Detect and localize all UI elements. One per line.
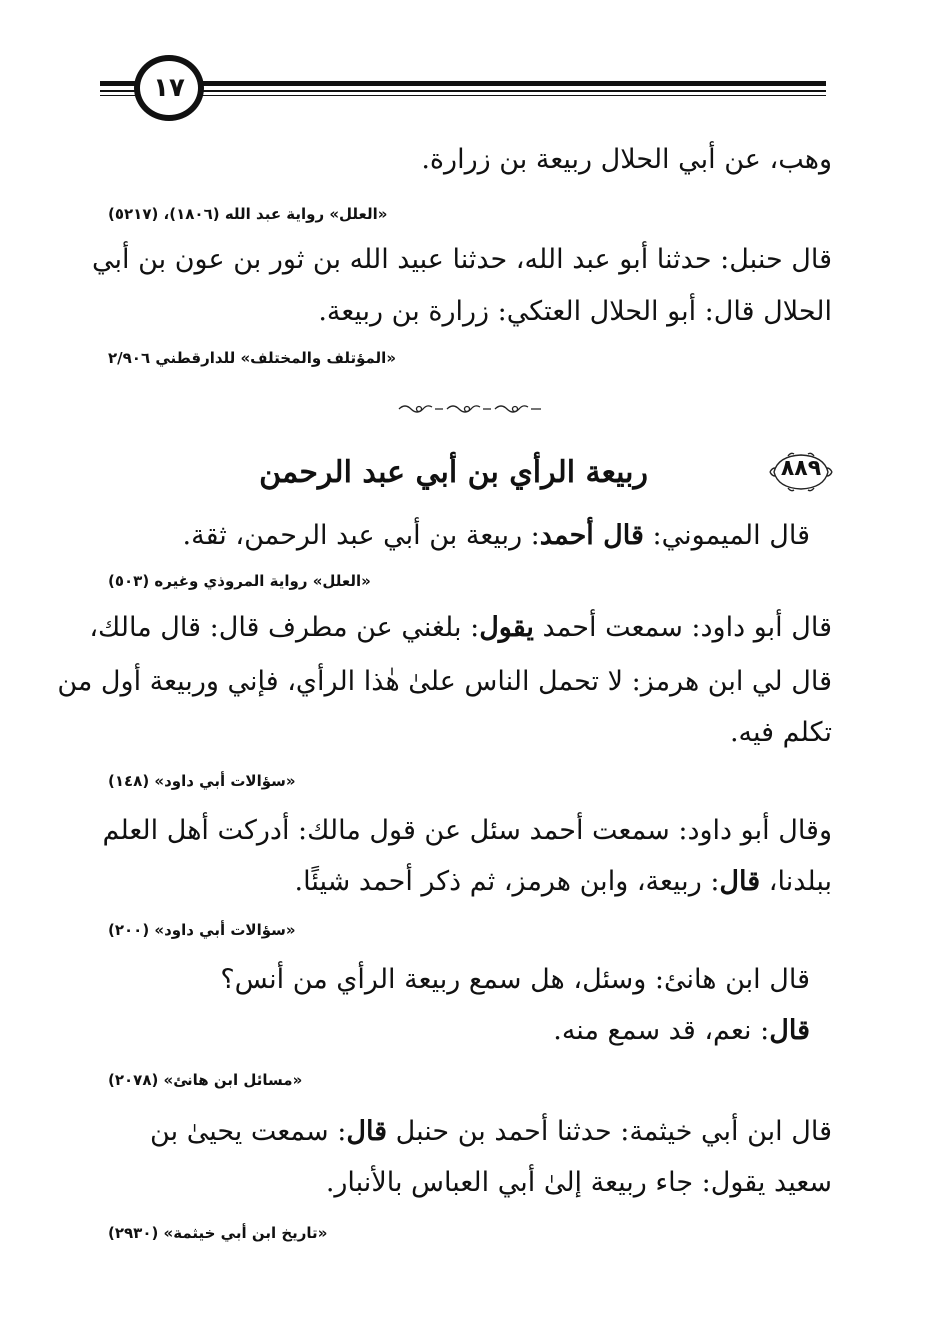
header-rule — [100, 81, 826, 86]
text-segment: ببلدنا، — [760, 866, 832, 897]
bold-text-segment: يقول — [479, 612, 534, 643]
source-citation: «سؤالات أبي داود» (١٤٨) — [108, 772, 296, 790]
text-line: قال ابن هانئ: وسئل، هل سمع ربيعة الرأي من أنس؟ — [220, 964, 810, 995]
entry-number: ٨٨٩ — [780, 456, 822, 481]
bold-text-segment: قال — [346, 1116, 388, 1147]
text-line: الحلال قال: أبو الحلال العتكي: زرارة بن ربيعة. — [318, 296, 832, 327]
bold-text-segment: قال — [719, 866, 761, 897]
text-segment: : ربيعة، وابن هرمز، ثم ذكر أحمد شيئًا. — [294, 866, 720, 897]
text-segment: قال الميموني: — [643, 520, 810, 551]
page-number: ١٧ — [153, 73, 185, 103]
text-line: قال لي ابن هرمز: لا تحمل الناس علىٰ هٰذا الرأي، فإني وربيعة أول من — [57, 666, 832, 697]
source-citation: «تاريخ ابن أبي خيثمة» (٢٩٣٠) — [108, 1224, 328, 1242]
header-rule — [100, 90, 826, 92]
text-line — [86, 516, 810, 556]
text-line — [86, 1011, 810, 1051]
text-line: تكلم فيه. — [729, 717, 832, 748]
text-line — [108, 862, 832, 902]
text-segment: : نعم، قد سمع منه. — [553, 1015, 770, 1046]
source-citation: «المؤتلف والمختلف» للدارقطني ٢/٩٠٦ — [108, 349, 397, 367]
text-line — [89, 608, 832, 648]
text-segment: : بلغني عن مطرف قال: قال مالك، — [89, 612, 480, 643]
page-number-badge — [134, 55, 204, 121]
bold-text-segment: قال — [769, 1015, 810, 1046]
text-segment: : ربيعة بن أبي عبد الرحمن، ثقة. — [182, 520, 540, 551]
bold-text-segment: قال أحمد — [539, 520, 644, 551]
text-line: قال حنبل: حدثنا أبو عبد الله، حدثنا عبيد الله بن ثور بن عون بن أبي — [91, 244, 832, 275]
source-citation: «العلل» رواية عبد الله (١٨٠٦)، (٥٢١٧) — [108, 205, 388, 223]
text-segment: : سمعت يحيىٰ بن — [150, 1116, 347, 1147]
source-citation: «سؤالات أبي داود» (٢٠٠) — [108, 921, 296, 939]
entry-title: ربيعة الرأي بن أبي عبد الرحمن — [259, 455, 648, 490]
source-citation: «مسائل ابن هانئ» (٢٠٧٨) — [108, 1071, 303, 1089]
text-line: وهب، عن أبي الحلال ربيعة بن زرارة. — [421, 144, 832, 175]
text-segment: قال ابن أبي خيثمة: حدثنا أحمد بن حنبل — [387, 1116, 832, 1147]
text-segment: قال أبو داود: سمعت أحمد — [533, 612, 832, 643]
source-citation: «العلل» رواية المروذي وغيره (٥٠٣) — [108, 572, 371, 590]
text-line — [108, 1112, 832, 1152]
ornament-divider-icon — [395, 402, 545, 416]
text-line: وقال أبو داود: سمعت أحمد سئل عن قول مالك: أدركت أهل العلم — [102, 815, 832, 846]
header-rule — [100, 95, 826, 96]
text-line: سعيد يقول: جاء ربيعة إلىٰ أبي العباس بالأنبار. — [325, 1167, 832, 1198]
